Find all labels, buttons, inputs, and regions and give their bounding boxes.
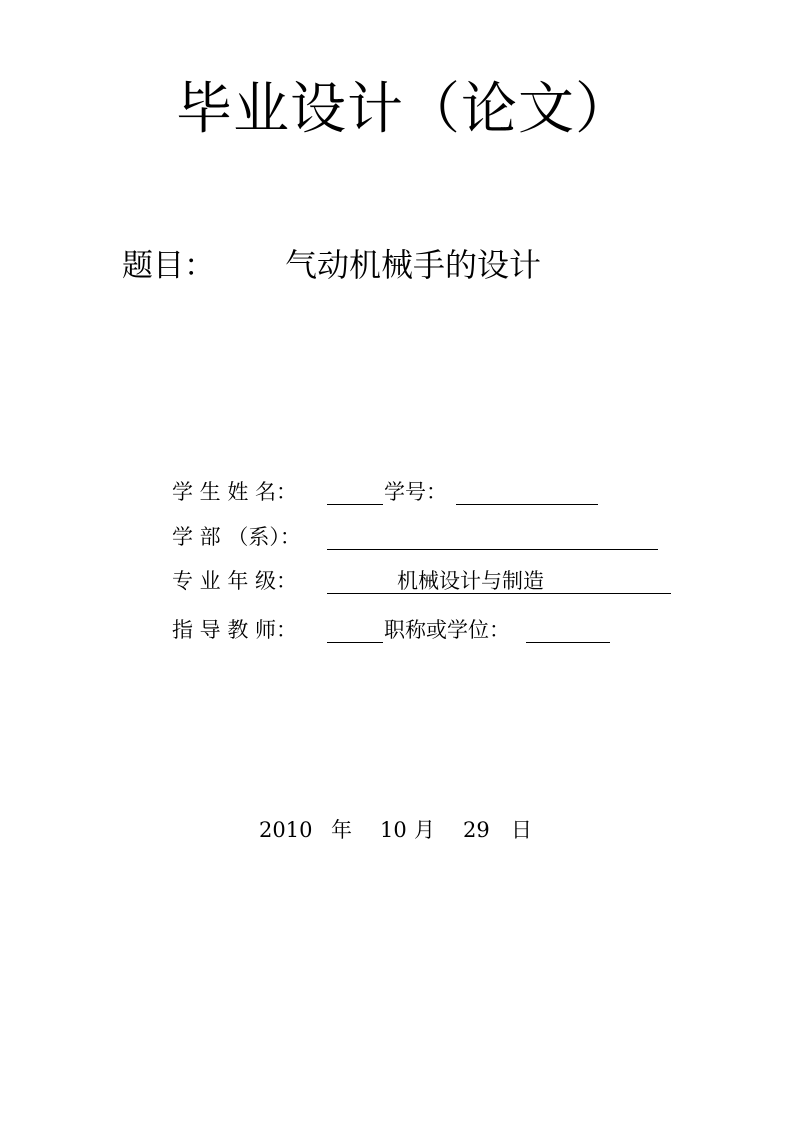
date-day-unit: 日	[511, 818, 532, 842]
thesis-title: 毕业设计（论文）	[176, 77, 632, 142]
date-month: 10	[380, 818, 407, 842]
student-name-label: 学 生 姓 名：	[172, 480, 298, 504]
subject-label: 题目：	[122, 248, 215, 284]
department-label: 学 部 （系）：	[172, 525, 301, 549]
date-year-unit: 年	[331, 818, 352, 842]
student-id-field	[456, 478, 598, 505]
date-day: 29	[463, 818, 490, 842]
major-grade-value: 机械设计与制造	[397, 569, 544, 593]
major-grade-field	[327, 567, 671, 594]
student-name-field	[327, 478, 383, 505]
student-id-label: 学号：	[384, 480, 447, 504]
date-month-unit: 月	[414, 818, 435, 842]
major-grade-label: 专 业 年 级：	[172, 569, 298, 593]
title-degree-label: 职称或学位：	[384, 618, 510, 642]
advisor-field	[327, 616, 383, 643]
subject-value: 气动机械手的设计	[285, 246, 542, 284]
date-year: 2010	[259, 818, 313, 842]
advisor-label: 指 导 教 师：	[172, 618, 298, 642]
title-degree-field	[526, 616, 610, 643]
department-field	[327, 523, 658, 550]
